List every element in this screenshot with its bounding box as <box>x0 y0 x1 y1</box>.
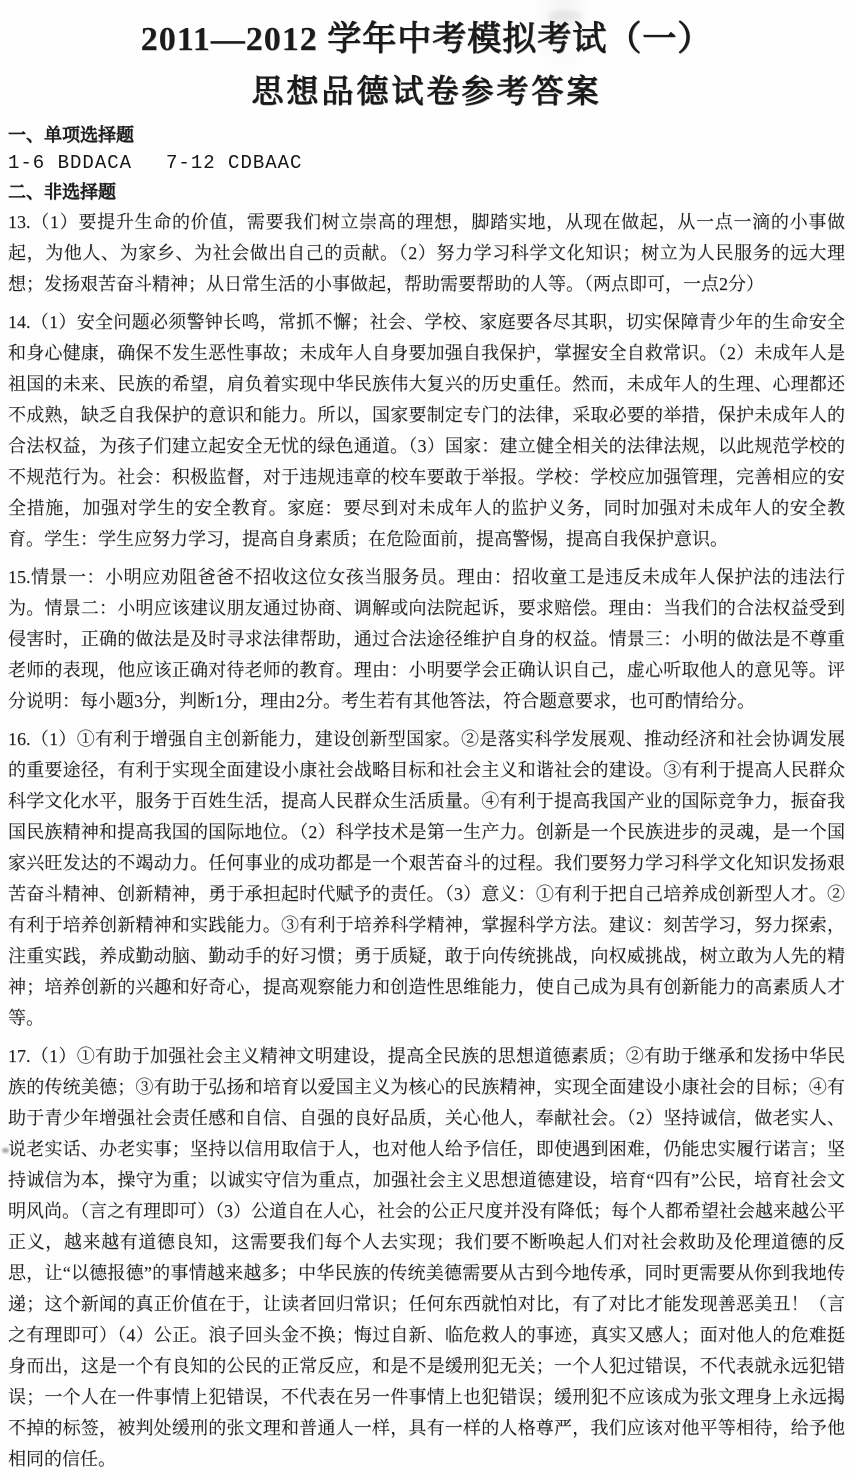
answer-question-17: 17.（1）①有助于加强社会主义精神文明建设，提高全民族的思想道德素质；②有助于继承和发扬中华民族的传统美德；③有助于弘扬和培育以爱国主义为核心的民族精神，实现全面建设小康社会的目标；④有助于青少年增强社会责任感和自信、自强的良好品质，关心他人，奉献社会。（2）坚持诚信，做老实人、说老实话、办老实事；坚持以信用取信于人，也对他人给予信任，即使遇到困难，仍能忠实履行诺言；坚持诚信为本，操守为重；以诚实守信为重点，加强社会主义思想道德建设，培育“四有”公民，培育社会文明风尚。（言之有理即可）（3）公道自在人心，社会的公正尺度并没有降低；每个人都希望社会越来越公平正义，越来越有道德良知，这需要我们每个人去实现；我们要不断唤起人们对社会救助及伦理道德的反思，让“以德报德”的事情越来越多；中华民族的传统美德需要从古到今地传承，同时更需要从你到我地传递；这个新闻的真正价值在于，让读者回归常识；任何东西就怕对比，有了对比才能发现善恶美丑！（言之有理即可）（4）公正。浪子回头金不换；悔过自新、临危救人的事迹，真实又感人；面对他人的危难挺身而出，这是一个有良知的公民的正常反应，和是不是缓刑犯无关；一个人犯过错误，不代表就永远犯错误；一个人在一件事情上犯错误，不代表在另一件事情上也犯错误；缓刑犯不应该成为张文理身上永远揭不掉的标签，被判处缓刑的张文理和普通人一样，具有一样的人格尊严，我们应该对他平等相待，给予他相同的信任。 <box>8 1045 845 1469</box>
section-heading-multiple-choice: 一、单项选择题 <box>8 124 134 145</box>
answer-question-15: 15.情景一：小明应劝阻爸爸不招收这位女孩当服务员。理由：招收童工是违反未成年人保护法的违法行为。情景二：小明应该建议朋友通过协商、调解或向法院起诉，要求赔偿。理由：当我们的合法权益受到侵害时，正确的做法是及时寻求法律帮助，通过合法途径维护自身的权益。情景三：小明的做法是不尊重老师的表现，他应该正确对待老师的教育。理由：小明要学会正确认识自己，虚心听取他人的意见等。评分说明：每小题3分，判断1分，理由2分。考生若有其他答法，符合题意要求，也可酌情给分。 <box>8 566 845 711</box>
exam-title: 2011—2012 学年中考模拟考试（一） <box>140 21 713 58</box>
answer-question-14: 14.（1）安全问题必须警钟长鸣，常抓不懈；社会、学校、家庭要各尽其职，切实保障青少年的生命安全和身心健康，确保不发生恶性事故；未成年人自身要加强自我保护，掌握安全自救常识。（2）未成年人是祖国的未来、民族的希望，肩负着实现中华民族伟大复兴的历史重任。然而，未成年人的生理、心理都还不成熟，缺乏自我保护的意识和能力。所以，国家要制定专门的法律，采取必要的举措，保护未成年人的合法权益，为孩子们建立起安全无忧的绿色通道。（3）国家：建立健全相关的法律法规，以此规范学校的不规范行为。社会：积极监督，对于违规违章的校车要敢于举报。学校：学校应加强管理，完善相应的安全措施，加强对学生的安全教育。家庭：要尽到对未成年人的监护义务，同时加强对未成年人的安全教育。学生：学生应努力学习，提高自身素质；在危险面前，提高警惕，提高自我保护意识。 <box>8 311 845 549</box>
multiple-choice-answers <box>8 150 845 176</box>
answers-7-12: 7-12 CDBAAC <box>166 151 303 174</box>
answer-question-13: 13.（1）要提升生命的价值，需要我们树立崇高的理想，脚踏实地，从现在做起，从一点一滴的小事做起，为他人、为家乡、为社会做出自己的贡献。（2）努力学习科学文化知识；树立为人民服务的远大理想；发扬艰苦奋斗精神；从日常生活的小事做起，帮助需要帮助的人等。（两点即可，一点2分） <box>8 211 845 294</box>
answers-1-6: 1-6 BDDACA <box>8 151 133 174</box>
section-heading-non-choice: 二、非选择题 <box>8 181 116 202</box>
paper-subtitle: 思想品德试卷参考答案 <box>251 73 602 110</box>
answer-question-16: 16.（1）①有利于增强自主创新能力，建设创新型国家。②是落实科学发展观、推动经济和社会协调发展的重要途径，有利于实现全面建设小康社会战略目标和社会主义和谐社会的建设。③有利于提高人民群众科学文化水平，服务于百姓生活，提高人民群众生活质量。④有利于提高我国产业的国际竞争力，振奋我国民族精神和提高我国的国际地位。（2）科学技术是第一生产力。创新是一个民族进步的灵魂，是一个国家兴旺发达的不竭动力。任何事业的成功都是一个艰苦奋斗的过程。我们要努力学习科学文化知识发扬艰苦奋斗精神、创新精神，勇于承担起时代赋予的责任。（3）意义：①有利于把自己培养成创新型人才。②有利于培养创新精神和实践能力。③有利于培养科学精神，掌握科学方法。建议：刻苦学习，努力探索，注重实践，养成勤动脑、勤动手的好习惯；勇于质疑，敢于向传统挑战，向权威挑战，树立敢为人先的精神；培养创新的兴趣和好奇心，提高观察能力和创造性思维能力，使自己成为具有创新能力的高素质人才等。 <box>8 728 845 1028</box>
